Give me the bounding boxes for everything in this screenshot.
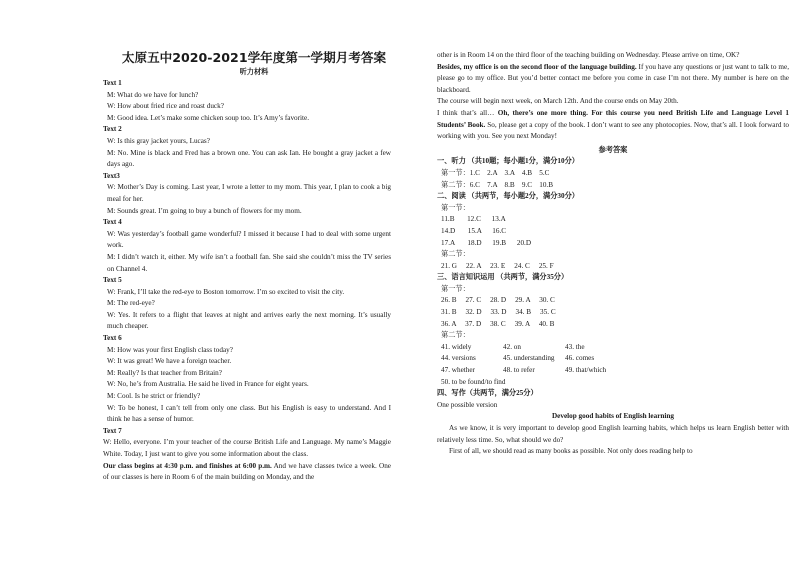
part-label: 第一节： [441,203,470,212]
paragraph-text: If you have any questions or just want to talk to me, please go to my office. But you’d better contact me before you come in case I’m not there. My number is here on the blackboard. [437,62,789,94]
text7-continued [437,62,789,97]
dialogue-line: M: I didn’t watch it, either. My wife isn’t a football fan. She said she couldn’t miss the TV series on Channel 4. [107,252,391,273]
answer-cell: 49. that/which [565,366,607,375]
text7-continued: The course will begin next week, on March 12th. And the course ends on May 20th. [437,97,679,106]
paragraph-text: And we have classes twice a week. One of our classes is here in Room 6 of the main building on Monday, and the [103,461,391,482]
paragraph-text: So, please get a copy of the book. I don’t want to see any photocopies. Now, that’s all. I look forward to working with you. See you next Monday! [437,120,789,141]
reference-answers-title: 参考答案 [598,145,628,154]
answer-row [437,365,789,377]
section-reading: 二、阅读 （共两节，每小题2分，满分30分） [437,192,579,201]
dialogue-line: M: What do we have for lunch? [107,90,199,99]
dialogue-line: M: The red-eye? [107,299,155,308]
dialogue-line: W: Is this gray jacket yours, Lucas? [107,136,210,145]
essay-title: Develop good habits of English learning [551,412,674,421]
dialogue-line: W: How about fried rice and roast duck? [107,102,224,111]
section-writing: 四、写作（共两节，满分25分） [437,389,538,398]
answer-cell: 47. whether [441,366,475,375]
dialogue-line: M: Sounds great. I’m going to buy a bunch of flowers for my mom. [107,206,302,215]
text7-continued [437,108,789,143]
dialogue-line: M: Good idea. Let’s make some chicken soup too. It’s Amy’s favorite. [107,113,310,122]
essay-paragraph: First of all, we should read as many books as possible. Not only does reading help to [449,447,693,456]
answer-cell: 43. the [565,342,585,351]
dialogue-line: M: How was your first English class today? [107,345,233,354]
answer-row [437,353,789,365]
answer-cell: 42. on [503,342,521,351]
part-label: 第一节： [441,284,470,293]
text6-heading: Text 6 [103,334,122,343]
paragraph-text: I think that’s all… [437,108,498,117]
dialogue-line: W: Was yesterday’s football game wonderful? I missed it because I had to deal with some urgent work. [107,229,391,250]
page-title: 太原五中2020-2021学年度第一学期月考答案 [121,50,387,65]
answer-row: 14.D 15.A 16.C [441,226,507,235]
answer-row: 第一节：1.C 2.A 3.A 4.B 5.C [441,168,550,177]
text5-heading: Text 5 [103,276,122,285]
answer-row: 11.B 12.C 13.A [441,215,506,224]
right-column [437,50,789,458]
text7-continued: other is in Room 14 on the third floor of the teaching building on Wednesday. Please arrive on time, OK? [437,51,740,59]
dialogue-line: W: Frank, I’ll take the red-eye to Boston tomorrow. I’m so excited to visit the city. [107,287,345,296]
page-subtitle: 听力材料 [239,68,269,76]
bold-answer-text: Our class begins at 4:30 p.m. and finishes at 6:00 p.m. [103,461,272,470]
dialogue-line: W: It was great! We have a foreign teacher. [107,357,232,366]
dialogue-line: W: Mother’s Day is coming. Last year, I wrote a letter to my mom. This year, I plan to cook a big meal for her. [107,183,391,203]
text7-paragraph: W: Hello, everyone. I’m your teacher of the course British Life and Language. My name’s Maggie White. Today, I just want to give you some information about the class. [103,438,391,458]
dialogue-line: W: To be honest, I can’t tell from only one class. But his English is easy to understand. And I think he has a sense of humor. [107,403,391,424]
dialogue-line: W: No, he’s from Australia. He said he lived in France for eight years. [107,380,309,389]
answer-row: 36. A 37. D 38. C 39. A 40. B [441,319,555,328]
answer-row: 26. B 27. C 28. D 29. A 30. C [441,296,555,305]
one-possible-version: One possible version [437,400,498,409]
answer-cell: 44. versions [441,354,476,363]
text1-heading: Text 1 [103,79,122,87]
essay-paragraph: As we know, it is very important to develop good English learning habits, which helps us learn English better with relatively less time. So, what should we do? [437,424,789,444]
text2-heading: Text 2 [103,125,122,134]
dialogue-line: M: Really? Is that teacher from Britain? [107,368,222,377]
dialogue-line: M: Cool. Is he strict or friendly? [107,392,201,401]
answer-cell: 45. understanding [503,354,555,363]
answer-row: 第二节：6.C 7.A 8.B 9.C 10.B [441,180,554,189]
text3-heading: Text3 [103,171,120,180]
answer-cell: 48. to refer [503,366,535,375]
answer-row: 50. to be found/to find [441,377,506,386]
answer-row: 17.A 18.D 19.B 20.D [441,238,532,247]
dialogue-line: W: Yes. It refers to a flight that leaves at night and arrives early the next morning. It’s usually much cheaper. [107,310,391,331]
answer-cell: 46. comes [565,354,595,363]
bold-answer-text: Besides, my office is on the second floor of the language building. [437,62,637,71]
bold-answer-text: Oh, there’s one more thing. For this course you need British Life and Language Level 1 Students’ Book. [437,108,789,129]
part-label: 第二节： [441,250,470,259]
text7-paragraph [103,461,391,484]
part-label: 第二节： [441,331,470,340]
text7-heading: Text 7 [103,426,122,435]
answer-cell: 41. widely [441,342,472,351]
answer-row: 21. G 22. A 23. E 24. C 25. F [441,261,554,270]
dialogue-line: M: No. Mine is black and Fred has a brown one. You can ask Ian. He bought a gray jacket a few days ago. [107,148,391,169]
answer-row [437,342,789,354]
left-column [103,50,391,484]
text4-heading: Text 4 [103,218,122,227]
section-language-use: 三、语言知识运用 （共两节，满分35分） [437,273,569,282]
section-listening: 一、听力 （共10题；每小题1分，满分10分） [437,157,579,166]
answer-row: 31. B 32. D 33. D 34. B 35. C [441,308,556,317]
